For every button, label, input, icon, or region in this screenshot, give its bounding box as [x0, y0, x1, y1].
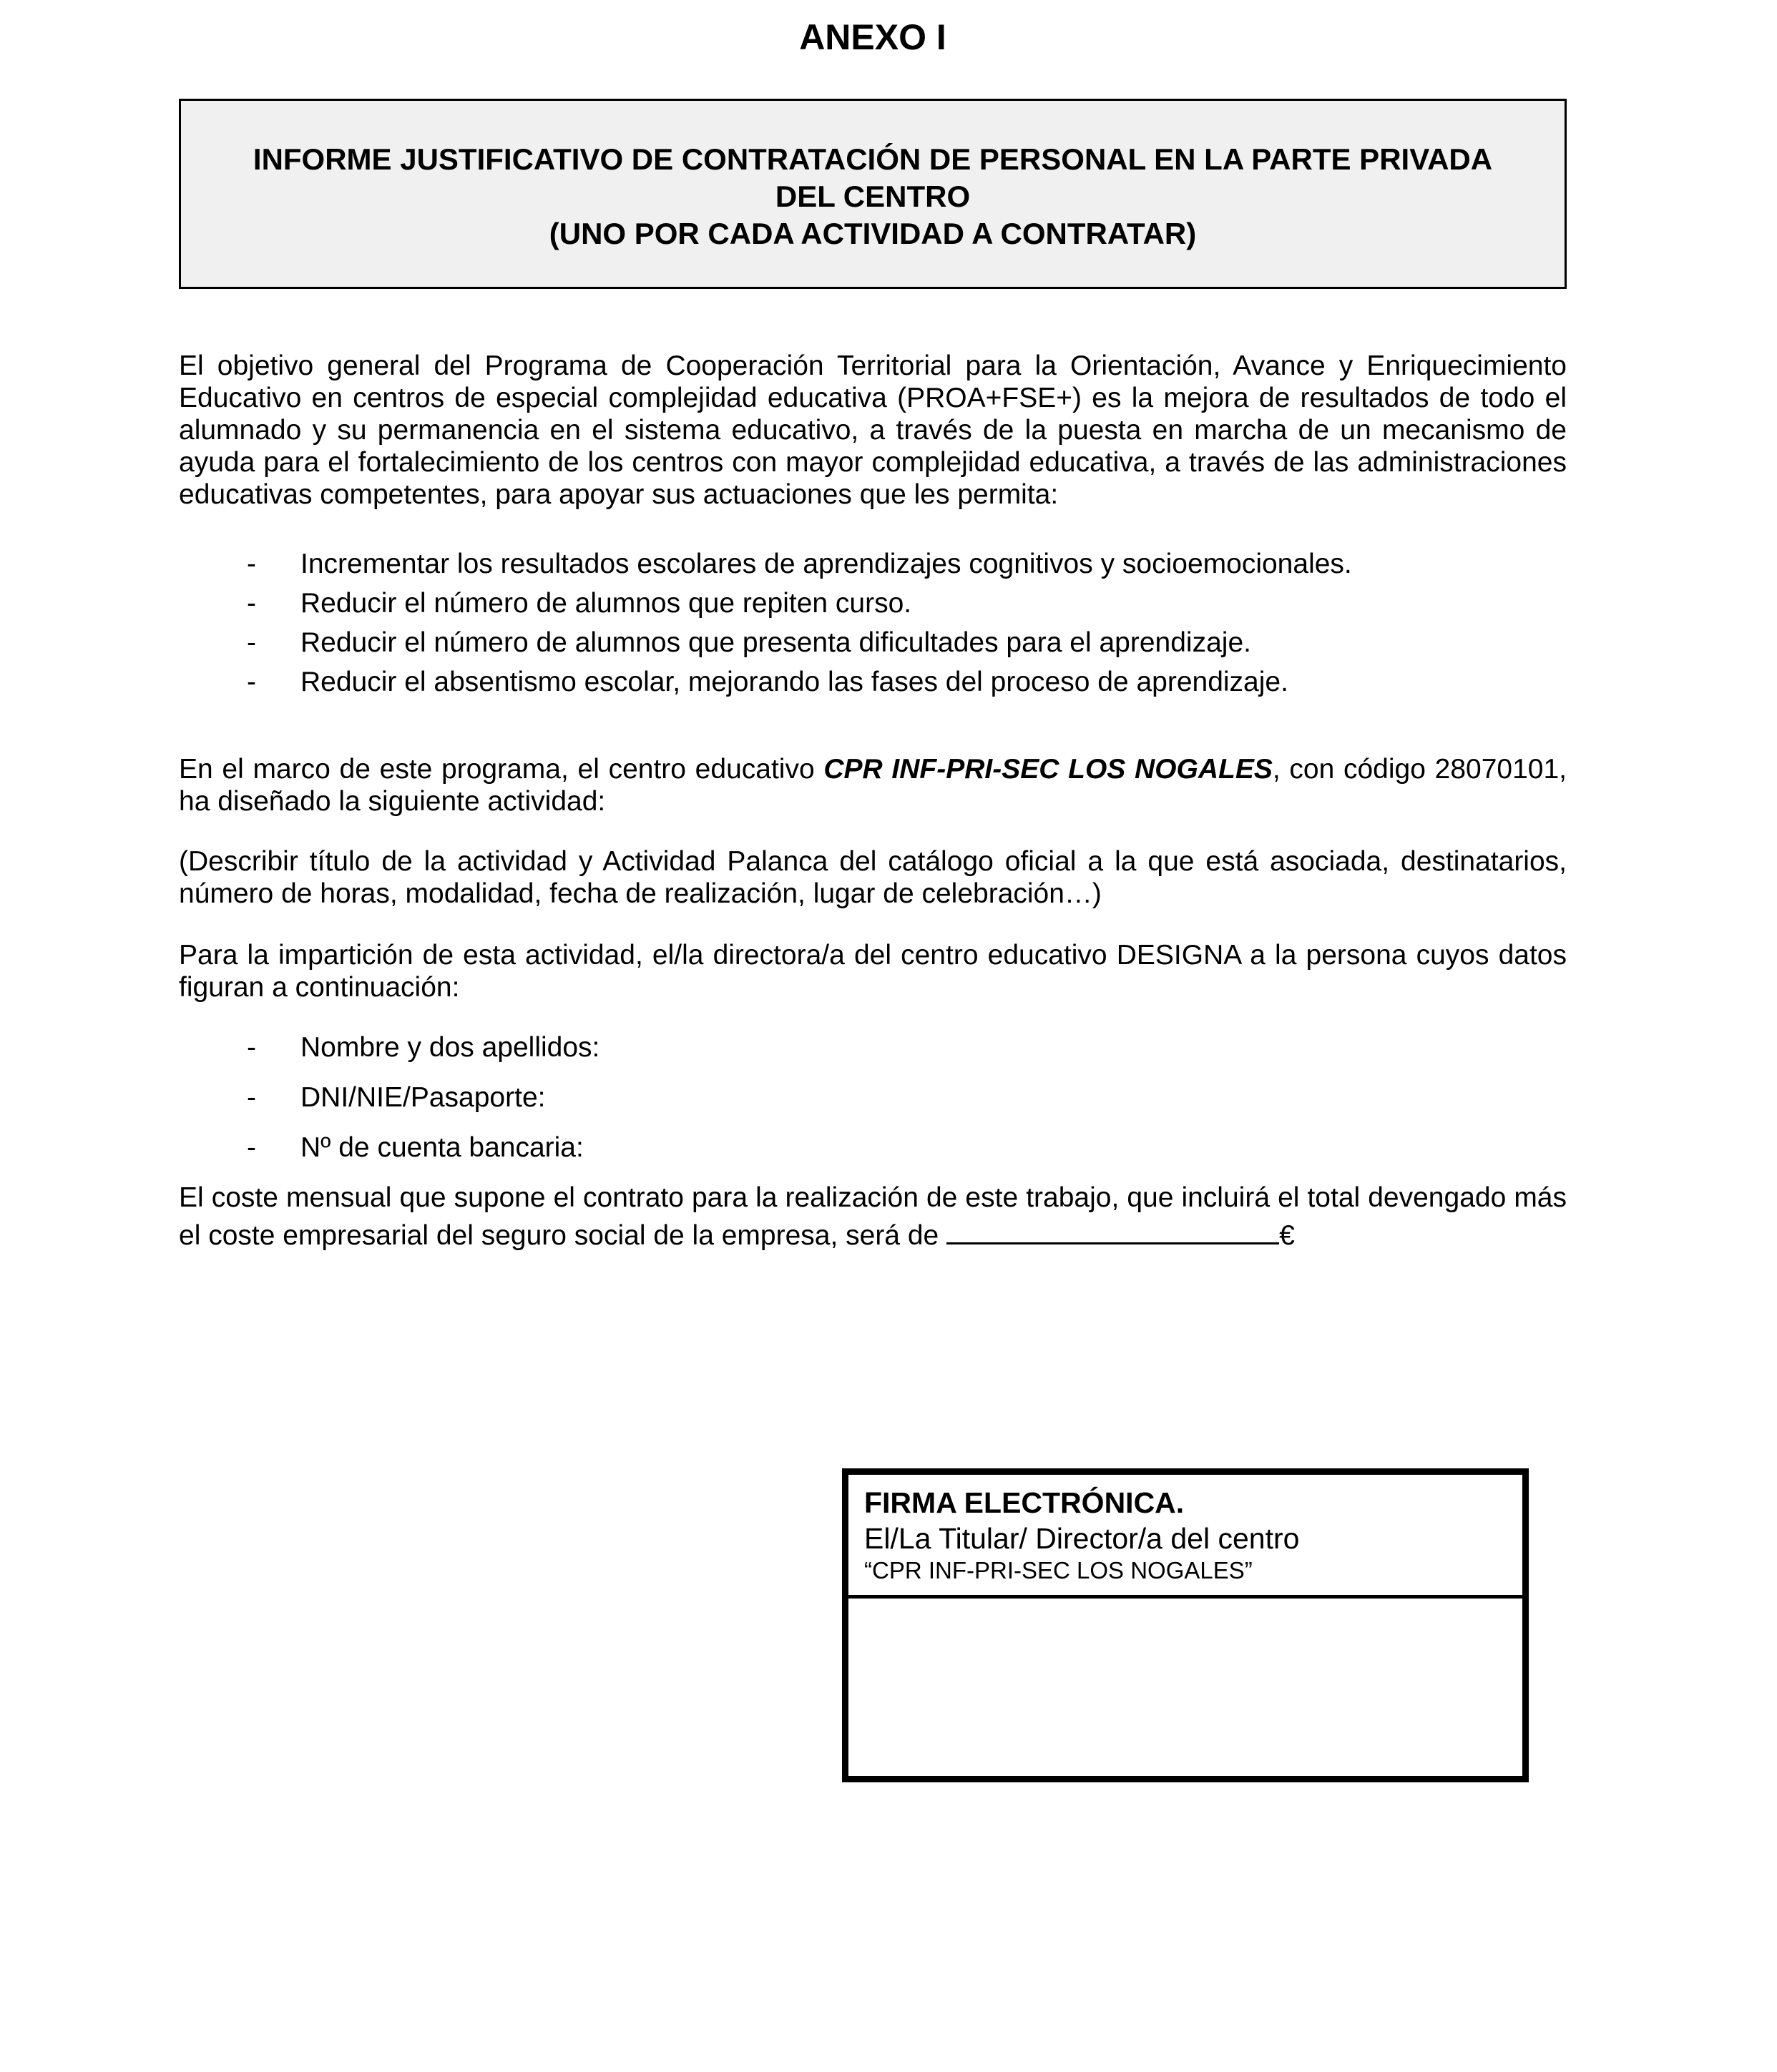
intro-paragraph: El objetivo general del Programa de Cooperación Territorial para la Orientación, Avance y Enriquecimiento Educativo en centros de especial complejidad educativa (PROA+FSE+) es la mejora de resultados de todo el alumnado y su permanencia en el sistema educativo, a través de la puesta en marcha de un mecanismo de ayuda para el fortalecimiento de los centros con mayor complejidad educativa, a través de las administraciones educativas competentes, para apoyar sus actuaciones que les permita:: [179, 350, 1567, 510]
objectives-list: [179, 548, 1567, 698]
report-title-line2: DEL CENTRO: [775, 180, 971, 213]
describe-instruction-paragraph: (Describir título de la actividad y Actividad Palanca del catálogo oficial a la que está asociada, destinatarios, número de horas, modalidad, fecha de realización, lugar de celebración…): [179, 846, 1567, 909]
dash-bullet: -: [247, 1032, 256, 1063]
signature-header: [848, 1475, 1522, 1599]
school-name: CPR INF-PRI-SEC LOS NOGALES: [823, 754, 1273, 785]
electronic-signature-box: [842, 1468, 1529, 1782]
person-field-label: Nombre y dos apellidos:: [300, 1032, 600, 1063]
dash-bullet: -: [247, 588, 256, 619]
objective-text: Reducir el número de alumnos que presenta dificultades para el aprendizaje.: [300, 627, 1251, 658]
list-item: [179, 1131, 1567, 1164]
signature-subtitle: El/La Titular/ Director/a del centro: [864, 1522, 1300, 1555]
list-item: [179, 1031, 1567, 1064]
list-item: [179, 627, 1567, 659]
signature-school-name: “CPR INF-PRI-SEC LOS NOGALES”: [864, 1557, 1253, 1584]
report-title-line1: INFORME JUSTIFICATIVO DE CONTRATACIÓN DE PERSONAL EN LA PARTE PRIVADA: [253, 142, 1493, 176]
objective-text: Incrementar los resultados escolares de aprendizajes cognitivos y socioemocionales.: [300, 549, 1352, 579]
list-item: [179, 587, 1567, 619]
dash-bullet: -: [247, 549, 256, 579]
person-field-label: Nº de cuenta bancaria:: [300, 1132, 584, 1163]
list-item: [179, 548, 1567, 580]
list-item: [179, 666, 1567, 698]
document-page: [0, 18, 1777, 2072]
list-item: [179, 1081, 1567, 1114]
program-paragraph: [179, 753, 1567, 817]
dash-bullet: -: [247, 1132, 256, 1163]
program-text-after: , con código 28070101, ha diseñado la siguiente actividad:: [179, 754, 1567, 817]
signature-area-field[interactable]: [848, 1599, 1522, 1776]
dash-bullet: -: [247, 627, 256, 658]
objective-text: Reducir el número de alumnos que repiten curso.: [300, 588, 912, 619]
program-text-before: En el marco de este programa, el centro educativo: [179, 754, 824, 785]
cost-paragraph: [179, 1182, 1567, 1252]
euro-symbol: €: [1279, 1220, 1295, 1251]
objective-text: Reducir el absentismo escolar, mejorando las fases del proceso de aprendizaje.: [300, 667, 1288, 697]
signature-title: FIRMA ELECTRÓNICA.: [864, 1486, 1185, 1519]
doc-title: ANEXO I: [799, 17, 946, 57]
person-field-label: DNI/NIE/Pasaporte:: [300, 1082, 546, 1113]
designation-paragraph: Para la impartición de esta actividad, el/la directora/a del centro educativo DESIGNA a la persona cuyos datos figuran a continuación:: [179, 940, 1567, 1003]
document-content: [0, 18, 1777, 1782]
dash-bullet: -: [247, 1082, 256, 1113]
cost-amount-blank-field[interactable]: [946, 1214, 1279, 1244]
dash-bullet: -: [247, 667, 256, 697]
person-fields-list: [179, 1031, 1567, 1164]
cost-text-before: El coste mensual que supone el contrato para la realización de este trabajo, que incluirá el total devengado más el coste empresarial del seguro social de la empresa, será de: [179, 1182, 1567, 1251]
report-title-box: [179, 99, 1567, 289]
report-title-line3: (UNO POR CADA ACTIVIDAD A CONTRATAR): [549, 217, 1197, 250]
